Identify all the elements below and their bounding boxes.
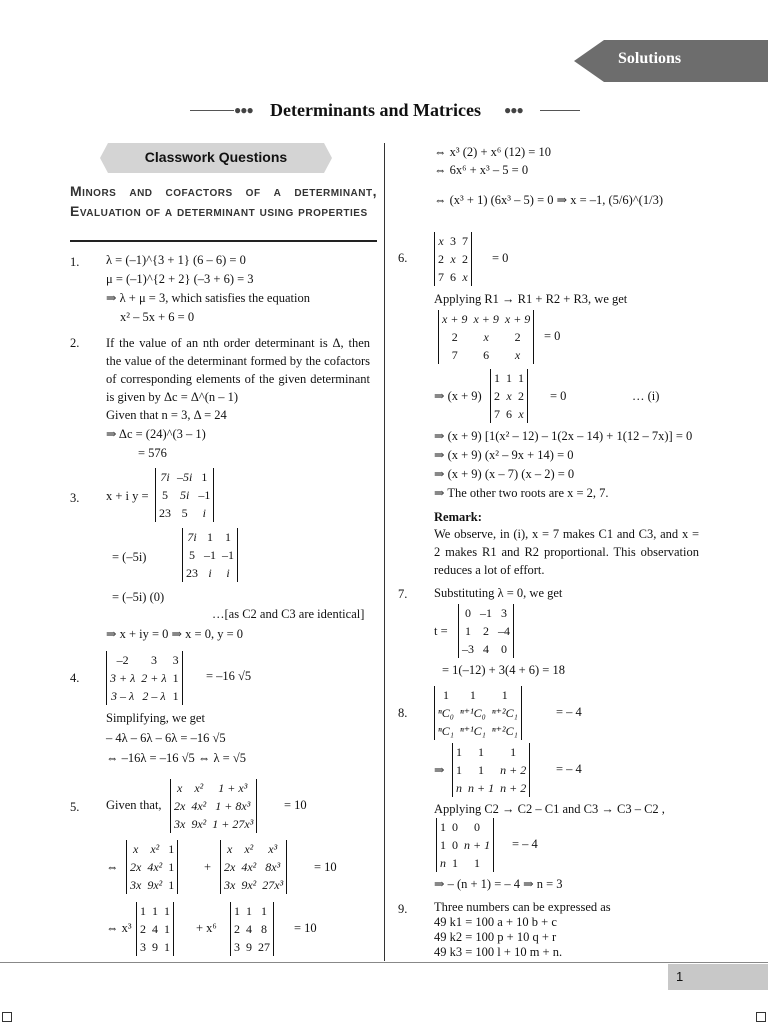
q5-rhs3: = 10 (294, 921, 317, 935)
matrix-cell: 4 (152, 921, 158, 936)
matrix-row (221, 876, 286, 894)
matrix-cell: x (462, 269, 468, 284)
matrix-cell: 9x² (147, 877, 163, 892)
matrix-cell: 5 (162, 487, 168, 502)
column-divider (384, 143, 385, 961)
matrix-cell: 3 (501, 605, 507, 620)
q8-line1: ⇒ – (n + 1) = – 4 ⇒ n = 3 (434, 877, 563, 891)
matrix-cell: 1 (164, 921, 170, 936)
matrix-cell: i (202, 505, 207, 520)
matrix-row (459, 640, 513, 658)
matrix-row (171, 779, 256, 797)
matrix-cell: –3 (462, 641, 474, 656)
matrix-cell: 1 (478, 762, 485, 777)
matrix-cell: 27 (258, 939, 270, 954)
matrix-cell: x (177, 780, 183, 795)
matrix-row (491, 369, 527, 387)
q9-line0: Three numbers can be expressed as (434, 900, 611, 914)
q5-number: 5. (70, 800, 80, 814)
matrix-cell: x + 9 (442, 311, 468, 326)
matrix-row (491, 405, 527, 423)
matrix-cell: 1 (164, 903, 170, 918)
q6-rhs3: = 0 (550, 389, 567, 403)
q4-matrix (106, 651, 183, 705)
q5-matrix4 (136, 902, 174, 956)
matrix-row (137, 920, 173, 938)
matrix-cell: x (518, 406, 524, 421)
title-rule-right (540, 110, 580, 111)
matrix-row (221, 840, 286, 858)
q5-matrix5 (230, 902, 274, 956)
matrix-cell: –1 (198, 487, 211, 502)
matrix-row (137, 902, 173, 920)
q2-line1: Given that n = 3, Δ = 24 (106, 408, 227, 422)
matrix-cell: 9 (246, 939, 252, 954)
section-tab-label: Solutions (618, 50, 682, 67)
matrix-cell: –2 (116, 652, 129, 667)
matrix-cell: 6 (483, 347, 490, 362)
q7-line0: Substituting λ = 0, we get (434, 586, 563, 600)
matrix-row (453, 779, 529, 797)
matrix-cell: 2x (130, 859, 142, 874)
q5-rhs2: = 10 (314, 860, 337, 874)
matrix-cell: x³ (268, 841, 278, 856)
q4-rhs: = –16 √5 (206, 669, 252, 683)
q3-matrix2 (182, 528, 238, 582)
chapter-title: Determinants and Matrices (270, 100, 481, 120)
matrix-cell: 2 (140, 921, 146, 936)
q1-line3: ⇒ λ + μ = 3, which satisfies the equation (106, 291, 310, 305)
matrix-cell: x + 9 (504, 311, 531, 326)
q8-apply: Applying C2 → C2 – C1 and C3 → C3 – C2 , (434, 802, 665, 816)
matrix-row (435, 704, 521, 722)
section-tab (574, 40, 768, 82)
q6-apply: Applying R1 → R1 + R2 + R3, we get (434, 292, 628, 306)
matrix-cell: 5 (189, 547, 195, 562)
matrix-row (156, 468, 213, 486)
q3-line1: = (–5i) (0) (112, 590, 165, 604)
chapter-title-row (190, 98, 580, 124)
matrix-cell: 1 (501, 687, 508, 702)
matrix-cell: 0 (452, 837, 458, 852)
matrix-row (437, 836, 493, 854)
matrix-cell: 0 (452, 819, 458, 834)
matrix-row (156, 504, 213, 522)
matrix-row (453, 743, 529, 761)
matrix-cell: 2 (462, 251, 468, 266)
matrix-cell: 5i (180, 487, 190, 502)
matrix-row (491, 387, 527, 405)
matrix-cell: 7i (160, 469, 170, 484)
matrix-cell: 1 (164, 939, 170, 954)
page-number-box (668, 964, 768, 990)
matrix-row (183, 546, 237, 564)
matrix-cell: x (483, 329, 489, 344)
matrix-cell: 0 (501, 641, 507, 656)
matrix-cell: 4x² (241, 859, 257, 874)
q5-matrix1 (170, 779, 257, 833)
matrix-cell: n + 2 (500, 780, 527, 795)
q6-matrix2 (438, 310, 534, 364)
matrix-cell: 7i (187, 529, 197, 544)
q9-line1: 49 k1 = 100 a + 10 b + c (434, 915, 557, 929)
matrix-cell: 2 (514, 329, 521, 344)
matrix-cell: 1 (518, 370, 524, 385)
q5-matrix2 (126, 840, 178, 894)
matrix-cell: 7 (438, 269, 444, 284)
matrix-cell: n (456, 780, 462, 795)
matrix-cell: ⁿ⁺²C₁ (491, 705, 518, 720)
q3-line3: ⇒ x + iy = 0 ⇒ x = 0, y = 0 (106, 627, 243, 641)
q4-line2: – 4λ – 6λ – 6λ = –16 √5 (106, 731, 226, 745)
matrix-cell: 3 (172, 652, 179, 667)
matrix-cell: 4 (483, 641, 489, 656)
matrix-cell: 7 (462, 233, 468, 248)
matrix-cell: 0 (474, 819, 481, 834)
matrix-cell: 1 (456, 762, 462, 777)
matrix-cell: 1 (456, 744, 462, 759)
matrix-cell: n (440, 855, 446, 870)
q5-cont-line2: ⇔ 6x⁶ + x³ – 5 = 0 (434, 163, 529, 177)
matrix-cell: x (514, 347, 521, 362)
q3-factor: = (–5i) (112, 550, 147, 564)
q2-number: 2. (70, 336, 80, 350)
matrix-cell: 1 (168, 841, 175, 856)
q6-matrix1 (434, 232, 472, 286)
q2-paragraph: If the value of an nth order determinant is Δ, then the value of the determinant formed by the cofactors of corresponding elements of the given determinant is given by Δc = Δ^(n – 1) (106, 336, 370, 404)
topic-rule (70, 240, 377, 242)
matrix-row (439, 310, 533, 328)
matrix-cell: n + 1 (464, 837, 491, 852)
matrix-row (231, 902, 273, 920)
q1-number: 1. (70, 255, 80, 269)
matrix-row (156, 486, 213, 504)
matrix-cell: 1 (440, 837, 446, 852)
matrix-cell: 1 + x³ (218, 780, 248, 795)
matrix-cell: 1 (168, 877, 175, 892)
matrix-cell: x (438, 233, 444, 248)
matrix-row (459, 622, 513, 640)
matrix-cell: 3x (174, 816, 186, 831)
matrix-row (107, 651, 182, 669)
topic-heading: Minors and cofactors of a determinant, Evaluation of a determinant using properties (70, 183, 377, 219)
matrix-cell: 1 (474, 855, 481, 870)
matrix-row (437, 818, 493, 836)
matrix-cell: 1 (442, 687, 449, 702)
q5-rhs: = 10 (284, 798, 307, 812)
q5-lhs: Given that, (106, 798, 162, 812)
q8-rhs3: = – 4 (512, 837, 538, 851)
q3-line2: …[as C2 and C3 are identical] (212, 607, 365, 621)
matrix-cell: x (450, 251, 456, 266)
q8-matrix2 (452, 743, 530, 797)
q9-line3: 49 k3 = 100 l + 10 m + n. (434, 945, 563, 959)
q6-line4: ⇒ The other two roots are x = 2, 7. (434, 486, 609, 500)
q8-lhs2: ⇒ (434, 763, 445, 777)
matrix-cell: 2 + λ (141, 670, 167, 685)
title-rule-left (190, 110, 234, 111)
q1-line2: μ = (–1)^{2 + 2} (–3 + 6) = 3 (106, 272, 254, 286)
q3-number: 3. (70, 491, 80, 505)
q8-number: 8. (398, 706, 408, 720)
matrix-row (171, 797, 256, 815)
matrix-cell: 1 (234, 903, 240, 918)
matrix-row (459, 604, 513, 622)
page-number: 1 (676, 969, 684, 984)
matrix-cell: 1 (172, 688, 179, 703)
matrix-cell: 27x³ (262, 877, 284, 892)
q3-lhs: x + i y = (106, 489, 149, 503)
q8-rhs2: = – 4 (556, 762, 582, 776)
q5-factor3: ⇔ x³ (106, 921, 132, 935)
matrix-cell: x² (150, 841, 160, 856)
matrix-cell: 3x (130, 877, 142, 892)
q6-tag: … (i) (632, 389, 660, 403)
q1-line1: λ = (–1)^{3 + 1} (6 – 6) = 0 (106, 253, 246, 267)
matrix-cell: 3 (234, 939, 240, 954)
q9-number: 9. (398, 902, 408, 916)
matrix-cell: 3 + λ (110, 670, 136, 685)
matrix-row (127, 840, 177, 858)
matrix-cell: n + 1 (468, 780, 495, 795)
matrix-cell: 3 (150, 652, 157, 667)
matrix-row (435, 250, 471, 268)
matrix-cell: –1 (204, 547, 216, 562)
q6-rhs: = 0 (492, 251, 509, 265)
matrix-cell: x² (194, 780, 204, 795)
q5-equiv: ⇔ (106, 860, 119, 874)
q6-line3: ⇒ (x + 9) (x – 7) (x – 2) = 0 (434, 467, 575, 481)
matrix-cell: 2 (483, 623, 489, 638)
q5-matrix3 (220, 840, 287, 894)
matrix-cell: 6 (450, 269, 456, 284)
q4-line3: ⇔ –16λ = –16 √5 ⇔ λ = √5 (106, 751, 246, 765)
matrix-cell: 1 (465, 623, 471, 638)
matrix-cell: i (226, 565, 230, 580)
matrix-row (127, 858, 177, 876)
matrix-cell: 1 (201, 469, 208, 484)
matrix-cell: 2 (451, 329, 458, 344)
matrix-cell: 2x (224, 859, 236, 874)
matrix-cell: 8x³ (265, 859, 281, 874)
matrix-cell: 3 (450, 233, 456, 248)
matrix-cell: 2 – λ (142, 688, 166, 703)
matrix-cell: 9 (152, 939, 158, 954)
corner-mark-left (2, 1012, 12, 1022)
matrix-cell: 1 (225, 529, 231, 544)
matrix-cell: 1 (506, 370, 512, 385)
matrix-cell: 2 (518, 388, 524, 403)
matrix-cell: 1 (478, 744, 485, 759)
matrix-cell: ⁿ⁺²C₁ (491, 723, 518, 738)
q6-lhs3: ⇒ (x + 9) (434, 389, 482, 403)
classwork-banner (100, 143, 332, 173)
matrix-cell: ⁿC₁ (438, 723, 454, 738)
matrix-row (435, 268, 471, 286)
matrix-cell: x (227, 841, 233, 856)
matrix-cell: 1 (207, 529, 213, 544)
q5-factor6: + x⁶ (196, 921, 217, 935)
matrix-cell: 4x² (191, 798, 207, 813)
matrix-cell: 1 (140, 903, 146, 918)
matrix-row (435, 686, 521, 704)
matrix-row (439, 346, 533, 364)
matrix-cell: 8 (261, 921, 267, 936)
matrix-cell: 4x² (147, 859, 163, 874)
matrix-cell: 3x (224, 877, 236, 892)
matrix-cell: 5 (181, 505, 188, 520)
q4-number: 4. (70, 671, 80, 685)
matrix-cell: x² (244, 841, 254, 856)
matrix-cell: x + 9 (473, 311, 499, 326)
matrix-cell: 3 (140, 939, 146, 954)
matrix-cell: –4 (498, 623, 510, 638)
q6-rhs2: = 0 (544, 329, 561, 343)
matrix-cell: 1 (246, 903, 252, 918)
matrix-row (439, 328, 533, 346)
q2-line2: ⇒ Δc = (24)^(3 – 1) (106, 427, 206, 441)
q3-matrix1 (155, 468, 214, 522)
q7-lhs: t = (434, 624, 448, 638)
matrix-row (137, 938, 173, 956)
matrix-cell: 1 (172, 670, 179, 685)
matrix-cell: 2 (438, 251, 444, 266)
matrix-row (171, 815, 256, 833)
matrix-cell: 1 (168, 859, 175, 874)
q5-cont-line1: ⇔ x³ (2) + x⁶ (12) = 10 (434, 145, 551, 159)
matrix-cell: 9x² (191, 816, 207, 831)
q8-matrix1 (434, 686, 522, 740)
matrix-row (437, 854, 493, 872)
matrix-row (435, 722, 521, 740)
matrix-cell: 1 (469, 687, 476, 702)
matrix-row (221, 858, 286, 876)
matrix-row (231, 920, 273, 938)
matrix-row (453, 761, 529, 779)
matrix-cell: n + 2 (500, 762, 527, 777)
matrix-row (435, 232, 471, 250)
matrix-cell: –1 (480, 605, 492, 620)
matrix-cell: 1 (494, 370, 500, 385)
matrix-cell: i (208, 565, 212, 580)
matrix-cell: 1 (510, 744, 517, 759)
title-dots-right: ●●● (504, 103, 523, 117)
matrix-cell: 1 (152, 903, 158, 918)
q5-cont-line3: ⇔ (x³ + 1) (6x³ – 5) = 0 ⇒ x = –1, (5/6)^(1/3) (434, 193, 663, 207)
matrix-cell: 1 + 27x³ (212, 816, 254, 831)
matrix-cell: ⁿ⁺¹C₀ (459, 705, 486, 720)
matrix-cell: 23 (186, 565, 198, 580)
corner-mark-right (756, 1012, 766, 1022)
matrix-cell: 1 (261, 903, 267, 918)
q1-line4: x² – 5x + 6 = 0 (120, 310, 195, 324)
q6-remark-title: Remark: (434, 510, 482, 524)
footer-rule (0, 962, 768, 963)
q6-matrix3 (490, 369, 528, 423)
q2-line3: = 576 (138, 446, 167, 460)
matrix-cell: 0 (465, 605, 471, 620)
q4-line1: Simplifying, we get (106, 711, 205, 725)
matrix-row (127, 876, 177, 894)
matrix-cell: 3 – λ (111, 688, 135, 703)
matrix-cell: 1 + 8x³ (215, 798, 251, 813)
matrix-cell: ⁿC₀ (438, 705, 454, 720)
q7-line1: = 1(–12) + 3(4 + 6) = 18 (442, 663, 565, 677)
q6-remark: We observe, in (i), x = 7 makes C1 and C3, and x = 2 makes R1 and R2 proportional. This observation reduces a lot of effort. (434, 527, 699, 577)
matrix-cell: x (133, 841, 139, 856)
matrix-row (107, 669, 182, 687)
matrix-cell: 7 (494, 406, 500, 421)
matrix-row (231, 938, 273, 956)
matrix-cell: 2x (174, 798, 186, 813)
matrix-cell: 1 (452, 855, 458, 870)
q8-matrix3 (436, 818, 494, 872)
title-dots-left: ●●● (234, 103, 253, 117)
matrix-cell: 7 (451, 347, 458, 362)
matrix-cell: x (506, 388, 512, 403)
matrix-cell: –1 (222, 547, 234, 562)
q5-plus: + (204, 860, 212, 874)
q9-line2: 49 k2 = 100 p + 10 q + r (434, 930, 557, 944)
matrix-cell: 2 (494, 388, 500, 403)
q7-matrix (458, 604, 514, 658)
classwork-banner-label: Classwork Questions (144, 149, 288, 165)
matrix-cell: 23 (159, 505, 171, 520)
matrix-cell: 6 (506, 406, 512, 421)
matrix-row (183, 528, 237, 546)
q6-line2: ⇒ (x + 9) (x² – 9x + 14) = 0 (434, 448, 574, 462)
matrix-row (183, 564, 237, 582)
q6-number: 6. (398, 251, 408, 265)
q8-rhs: = – 4 (556, 705, 582, 719)
matrix-cell: –5i (177, 469, 193, 484)
matrix-cell: ⁿ⁺¹C₁ (459, 723, 486, 738)
matrix-row (107, 687, 182, 705)
matrix-cell: 4 (246, 921, 252, 936)
matrix-cell: 1 (440, 819, 446, 834)
matrix-cell: 2 (234, 921, 240, 936)
q7-number: 7. (398, 587, 408, 601)
matrix-cell: 9x² (241, 877, 257, 892)
q6-line1: ⇒ (x + 9) [1(x² – 12) – 1(2x – 14) + 1(12 – 7x)] = 0 (434, 429, 693, 443)
